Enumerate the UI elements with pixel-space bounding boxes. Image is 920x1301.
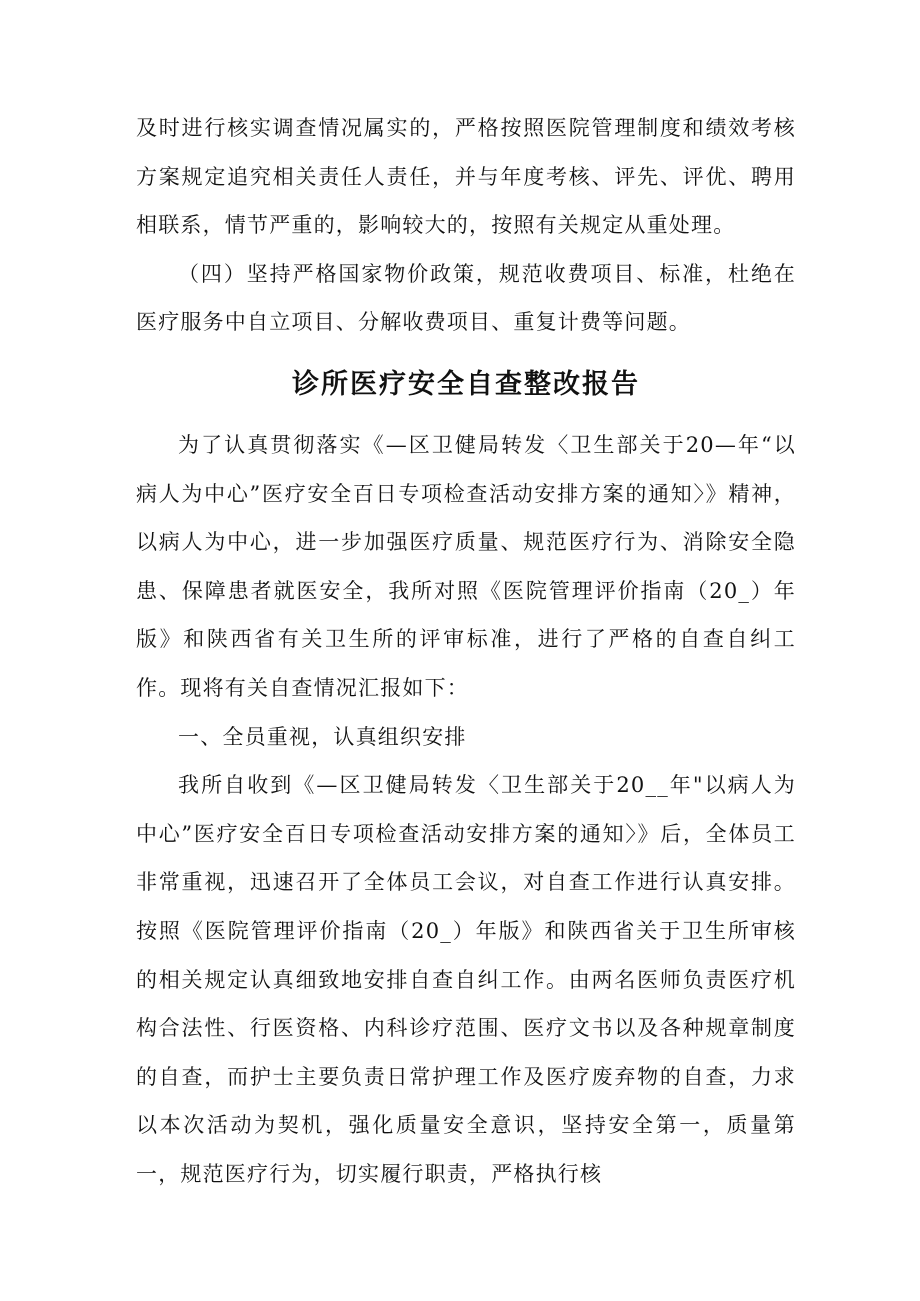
report-title: 诊所医疗安全自查整改报告 <box>292 368 640 400</box>
section-body-paragraph: 我所自收到《—区卫健局转发〈卫生部关于20__年"以病人为中心”医疗安全百日专项检查活动安排方案的通知〉》后，全体员工非常重视，迅速召开了全体员工会议，对自查工作进行认真安排。按照《医院管理评价指南（20_）年版》和陕西省关于卫生所审核的相关规定认真细致地安排自查自纠工作。由两名医师负责医疗机构合法性、行医资格、内科诊疗范围、医疗文书以及各种规章制度的自查，而护士主要负责日常护理工作及医疗废弃物的自查，力求以本次活动为契机，强化质量安全意识，坚持安全第一，质量第一，规范医疗行为，切实履行职责，严格执行核 <box>136 773 796 1186</box>
section-heading: 一、全员重视，认真组织安排 <box>178 724 467 749</box>
document-page <box>136 104 796 1198</box>
intro-paragraph: 为了认真贯彻落实《—区卫健局转发〈卫生部关于20—年“以病人为中心”医疗安全百日专项检查活动安排方案的通知〉》精神，以病人为中心，进一步加强医疗质量、规范医疗行为、消除安全隐患、保障患者就医安全，我所对照《医院管理评价指南（20_）年版》和陕西省有关卫生所的评审标准，进行了严格的自查自纠工作。现将有关自查情况汇报如下： <box>136 432 796 700</box>
policy-paragraph: （四）坚持严格国家物价政策，规范收费项目、标准，杜绝在医疗服务中自立项目、分解收费项目、重复计费等问题。 <box>136 261 796 335</box>
continuation-paragraph: 及时进行核实调查情况属实的，严格按照医院管理制度和绩效考核方案规定追究相关责任人责任，并与年度考核、评先、评优、聘用相联系，情节严重的，影响较大的，按照有关规定从重处理。 <box>136 116 796 238</box>
